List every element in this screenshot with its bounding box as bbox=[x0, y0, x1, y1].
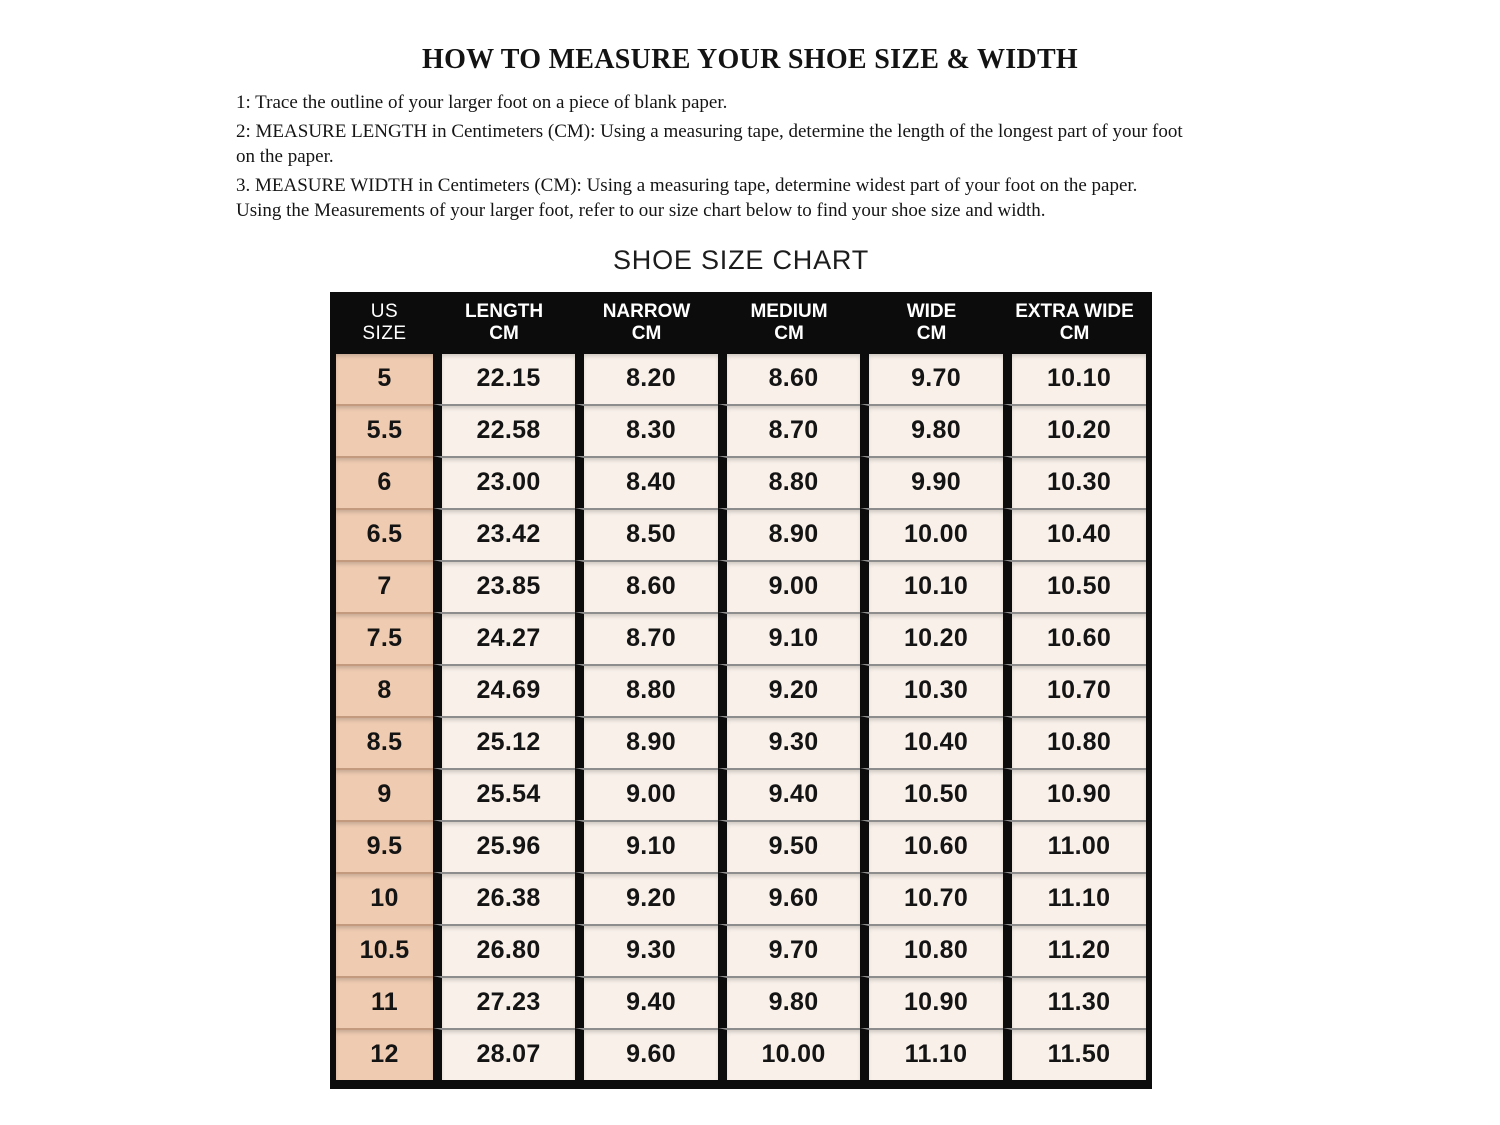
us-size-cell: 9.5 bbox=[336, 820, 433, 872]
table-row bbox=[336, 612, 1146, 664]
measurement-cell: 9.80 bbox=[718, 976, 860, 1028]
measurement-cell: 10.80 bbox=[860, 924, 1003, 976]
measurement-cell: 25.12 bbox=[433, 716, 575, 768]
measurement-cell: 24.69 bbox=[433, 664, 575, 716]
measurement-cell: 10.60 bbox=[1003, 612, 1146, 664]
measurement-cell: 10.30 bbox=[1003, 456, 1146, 508]
column-header-us-size bbox=[336, 292, 433, 354]
measurement-cell: 8.40 bbox=[575, 456, 718, 508]
us-size-cell: 6.5 bbox=[336, 508, 433, 560]
us-size-cell: 12 bbox=[336, 1028, 433, 1080]
table-row bbox=[336, 872, 1146, 924]
measurement-cell: 10.10 bbox=[860, 560, 1003, 612]
table-row bbox=[336, 768, 1146, 820]
measurement-cell: 10.10 bbox=[1003, 354, 1146, 404]
measurement-cell: 9.60 bbox=[575, 1028, 718, 1080]
column-header-line: CM bbox=[631, 322, 662, 344]
instructions-block bbox=[236, 90, 1440, 224]
header-row bbox=[336, 292, 1146, 354]
measurement-cell: 10.70 bbox=[1003, 664, 1146, 716]
instruction-line-2: 2: MEASURE LENGTH in Centimeters (CM): Using a measuring tape, determine the length of the longest part of your foot bbox=[236, 120, 1183, 142]
column-header-line: CM bbox=[774, 322, 804, 344]
measurement-cell: 23.42 bbox=[433, 508, 575, 560]
us-size-cell: 10.5 bbox=[336, 924, 433, 976]
measurement-cell: 11.10 bbox=[860, 1028, 1003, 1080]
measurement-cell: 23.00 bbox=[433, 456, 575, 508]
table-row bbox=[336, 354, 1146, 404]
measurement-cell: 22.15 bbox=[433, 354, 575, 404]
measurement-cell: 9.40 bbox=[575, 976, 718, 1028]
table-row bbox=[336, 560, 1146, 612]
instruction-line-1: 1: Trace the outline of your larger foot on a piece of blank paper. bbox=[236, 92, 728, 113]
measurement-cell: 9.30 bbox=[575, 924, 718, 976]
column-header-line: WIDE bbox=[906, 300, 957, 322]
measurement-cell: 25.96 bbox=[433, 820, 575, 872]
instruction-line-3: 3. MEASURE WIDTH in Centimeters (CM): Using a measuring tape, determine widest part of your foot on the paper. bbox=[236, 174, 1138, 196]
measurement-cell: 8.30 bbox=[575, 404, 718, 456]
size-table-body bbox=[336, 354, 1146, 1080]
instruction-line-2-continued: on the paper. bbox=[236, 146, 334, 167]
measurement-cell: 9.00 bbox=[575, 768, 718, 820]
measurement-cell: 10.80 bbox=[1003, 716, 1146, 768]
measurement-cell: 9.40 bbox=[718, 768, 860, 820]
size-chart-section bbox=[330, 245, 1152, 1089]
column-header-line: NARROW bbox=[602, 300, 691, 322]
column-header-line: CM bbox=[1059, 322, 1090, 344]
measurement-cell: 8.80 bbox=[575, 664, 718, 716]
measurement-cell: 9.10 bbox=[575, 820, 718, 872]
table-row bbox=[336, 1028, 1146, 1080]
column-header-line: LENGTH bbox=[464, 300, 544, 322]
measurement-cell: 27.23 bbox=[433, 976, 575, 1028]
measurement-cell: 8.60 bbox=[575, 560, 718, 612]
measurement-cell: 8.90 bbox=[575, 716, 718, 768]
us-size-cell: 8 bbox=[336, 664, 433, 716]
measurement-cell: 8.90 bbox=[718, 508, 860, 560]
measurement-cell: 11.20 bbox=[1003, 924, 1146, 976]
measurement-cell: 26.38 bbox=[433, 872, 575, 924]
measurement-cell: 10.50 bbox=[860, 768, 1003, 820]
size-table bbox=[336, 292, 1146, 1080]
instruction-line-4: Using the Measurements of your larger foot, refer to our size chart below to find your shoe size and width. bbox=[236, 200, 1046, 221]
us-size-cell: 11 bbox=[336, 976, 433, 1028]
measurement-cell: 8.80 bbox=[718, 456, 860, 508]
measurement-cell: 22.58 bbox=[433, 404, 575, 456]
table-row bbox=[336, 456, 1146, 508]
measurement-cell: 8.70 bbox=[718, 404, 860, 456]
measurement-cell: 11.10 bbox=[1003, 872, 1146, 924]
us-size-cell: 6 bbox=[336, 456, 433, 508]
us-size-cell: 7 bbox=[336, 560, 433, 612]
table-row bbox=[336, 820, 1146, 872]
table-row bbox=[336, 404, 1146, 456]
measurement-cell: 10.20 bbox=[1003, 404, 1146, 456]
column-header-length bbox=[433, 292, 575, 354]
measurement-cell: 9.90 bbox=[860, 456, 1003, 508]
table-row bbox=[336, 924, 1146, 976]
table-row bbox=[336, 976, 1146, 1028]
measurement-cell: 11.50 bbox=[1003, 1028, 1146, 1080]
measurement-cell: 9.70 bbox=[718, 924, 860, 976]
measurement-cell: 10.70 bbox=[860, 872, 1003, 924]
us-size-cell: 9 bbox=[336, 768, 433, 820]
measurement-cell: 23.85 bbox=[433, 560, 575, 612]
measurement-cell: 10.60 bbox=[860, 820, 1003, 872]
column-header-line: EXTRA WIDE bbox=[1015, 300, 1134, 322]
measurement-cell: 10.50 bbox=[1003, 560, 1146, 612]
measurement-cell: 9.50 bbox=[718, 820, 860, 872]
table-row bbox=[336, 508, 1146, 560]
measurement-cell: 28.07 bbox=[433, 1028, 575, 1080]
table-row bbox=[336, 716, 1146, 768]
column-header-line: SIZE bbox=[362, 322, 407, 344]
measurement-cell: 8.20 bbox=[575, 354, 718, 404]
us-size-cell: 8.5 bbox=[336, 716, 433, 768]
measurement-cell: 8.60 bbox=[718, 354, 860, 404]
measurement-cell: 9.20 bbox=[718, 664, 860, 716]
measurement-cell: 10.00 bbox=[860, 508, 1003, 560]
size-table-header bbox=[336, 292, 1146, 354]
measurement-cell: 9.20 bbox=[575, 872, 718, 924]
measurement-cell: 10.40 bbox=[1003, 508, 1146, 560]
measurement-cell: 10.30 bbox=[860, 664, 1003, 716]
measurement-cell: 9.10 bbox=[718, 612, 860, 664]
measurement-cell: 24.27 bbox=[433, 612, 575, 664]
measurement-cell: 8.70 bbox=[575, 612, 718, 664]
measurement-cell: 10.90 bbox=[860, 976, 1003, 1028]
size-chart-title: SHOE SIZE CHART bbox=[612, 244, 870, 275]
column-header-medium bbox=[718, 292, 860, 354]
measurement-cell: 9.80 bbox=[860, 404, 1003, 456]
measurement-cell: 9.70 bbox=[860, 354, 1003, 404]
measurement-cell: 10.90 bbox=[1003, 768, 1146, 820]
size-table-frame bbox=[330, 292, 1152, 1089]
measurement-cell: 8.50 bbox=[575, 508, 718, 560]
us-size-cell: 7.5 bbox=[336, 612, 433, 664]
measurement-cell: 9.00 bbox=[718, 560, 860, 612]
measurement-cell: 26.80 bbox=[433, 924, 575, 976]
us-size-cell: 10 bbox=[336, 872, 433, 924]
column-header-narrow bbox=[575, 292, 718, 354]
measurement-cell: 11.00 bbox=[1003, 820, 1146, 872]
column-header-line: CM bbox=[489, 322, 519, 344]
measurement-cell: 10.20 bbox=[860, 612, 1003, 664]
column-header-wide bbox=[860, 292, 1003, 354]
measurement-cell: 10.00 bbox=[718, 1028, 860, 1080]
measurement-cell: 10.40 bbox=[860, 716, 1003, 768]
column-header-line: CM bbox=[916, 322, 947, 344]
table-row bbox=[336, 664, 1146, 716]
column-header-extra-wide bbox=[1003, 292, 1146, 354]
column-header-line: US bbox=[370, 300, 399, 322]
measurement-cell: 11.30 bbox=[1003, 976, 1146, 1028]
us-size-cell: 5 bbox=[336, 354, 433, 404]
measurement-cell: 9.60 bbox=[718, 872, 860, 924]
measurement-cell: 9.30 bbox=[718, 716, 860, 768]
measurement-cell: 25.54 bbox=[433, 768, 575, 820]
column-header-line: MEDIUM bbox=[750, 300, 828, 322]
us-size-cell: 5.5 bbox=[336, 404, 433, 456]
page-title: HOW TO MEASURE YOUR SHOE SIZE & WIDTH bbox=[421, 44, 1079, 75]
